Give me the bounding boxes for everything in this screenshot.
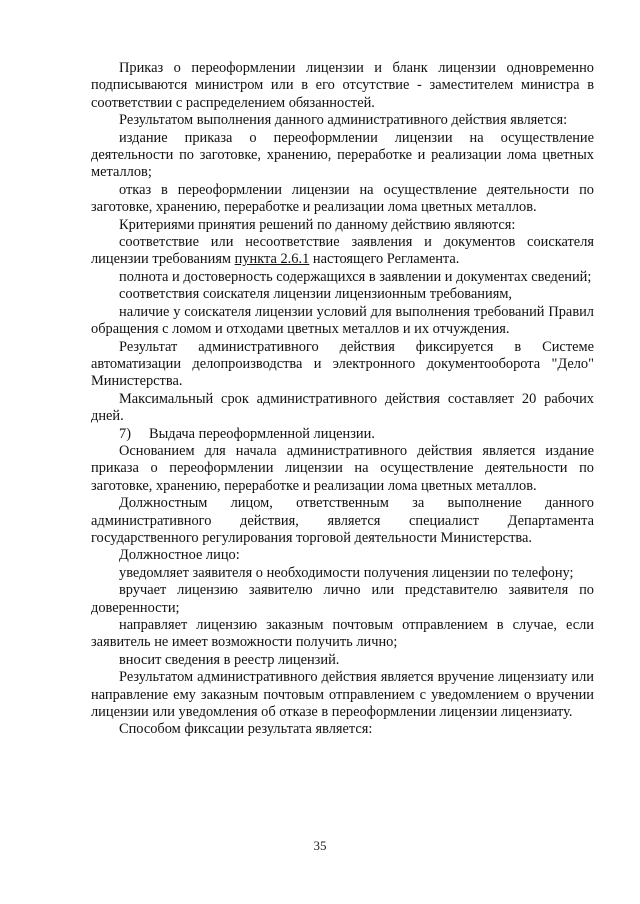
section-heading [91, 426, 594, 443]
paragraph-result-intro: Результатом выполнения данного административного действия является: [119, 112, 568, 129]
paragraph-criteria-requirements: соответствия соискателя лицензии лицензионным требованиям, [119, 286, 513, 303]
section-title: Выдача переоформленной лицензии. [149, 425, 375, 442]
paragraph-recording-method: Способом фиксации результата является: [119, 721, 373, 738]
paragraph-order-signing: Приказ о переоформлении лицензии и бланк лицензии одновременно подписываются министром или в его отсутствие - заместителем министра в соответствии с распределением обязанностей. [91, 60, 594, 111]
paragraph-send-by-mail: направляет лицензию заказным почтовым отправлением в случае, если заявитель не имеет возможности получить лично; [91, 617, 594, 651]
paragraph-basis: Основанием для начала административного действия является издание приказа о переоформлении лицензии на осуществление деятельности по заготовке, хранению, переработке и реализации лома цветных металлов. [91, 442, 594, 494]
paragraph-result-recording: Результат административного действия фиксируется в Системе автоматизации делопроизводства и электронного документооборота "Дело" Министерства. [91, 338, 594, 390]
clause-link[interactable]: пункта 2.6.1 [234, 251, 310, 268]
paragraph-criteria-conditions: наличие у соискателя лицензии условий для выполнения требований Правил обращения с ломом и отходами цветных металлов и их отчуждения. [91, 303, 594, 338]
paragraph-result-refusal: отказ в переоформлении лицензии на осуществление деятельности по заготовке, хранению, переработке и реализации лома цветных металлов. [91, 181, 594, 216]
document-page [91, 60, 594, 739]
section-number: 7) [119, 425, 131, 442]
paragraph-criteria-intro: Критериями принятия решений по данному действию являются: [119, 216, 516, 233]
criteria-text-before: соответствие или несоответствие заявления и документов соискателя лицензии требованиям [91, 234, 594, 268]
paragraph-register-entry: вносит сведения в реестр лицензий. [119, 651, 340, 668]
paragraph-hand-over: вручает лицензию заявителю лично или представителю заявителя по доверенности; [91, 582, 594, 616]
paragraph-responsible-official: Должностным лицом, ответственным за выполнение данного административного действия, является специалист Департамента государственного регулирования торговой деятельности Министерства. [91, 495, 594, 546]
paragraph-criteria-compliance [91, 234, 594, 269]
paragraph-result-order: издание приказа о переоформлении лицензии на осуществление деятельности по заготовке, хранению, переработке и реализации лома цветных металлов; [91, 129, 594, 181]
criteria-text-after: настоящего Регламента. [309, 251, 460, 268]
paragraph-notify: уведомляет заявителя о необходимости получения лицензии по телефону; [119, 564, 574, 581]
paragraph-official-intro: Должностное лицо: [119, 547, 240, 564]
paragraph-max-duration: Максимальный срок административного действия составляет 20 рабочих дней. [91, 390, 594, 425]
paragraph-action-result: Результатом административного действия является вручение лицензиату или направление ему заказным почтовым отправлением с уведомлением о вручении лицензии или уведомления об отказе в переоформлении лицензии лицензиату. [91, 669, 594, 721]
page-number: 35 [313, 838, 327, 853]
paragraph-criteria-completeness: полнота и достоверность содержащихся в заявлении и документах сведений; [119, 268, 592, 285]
